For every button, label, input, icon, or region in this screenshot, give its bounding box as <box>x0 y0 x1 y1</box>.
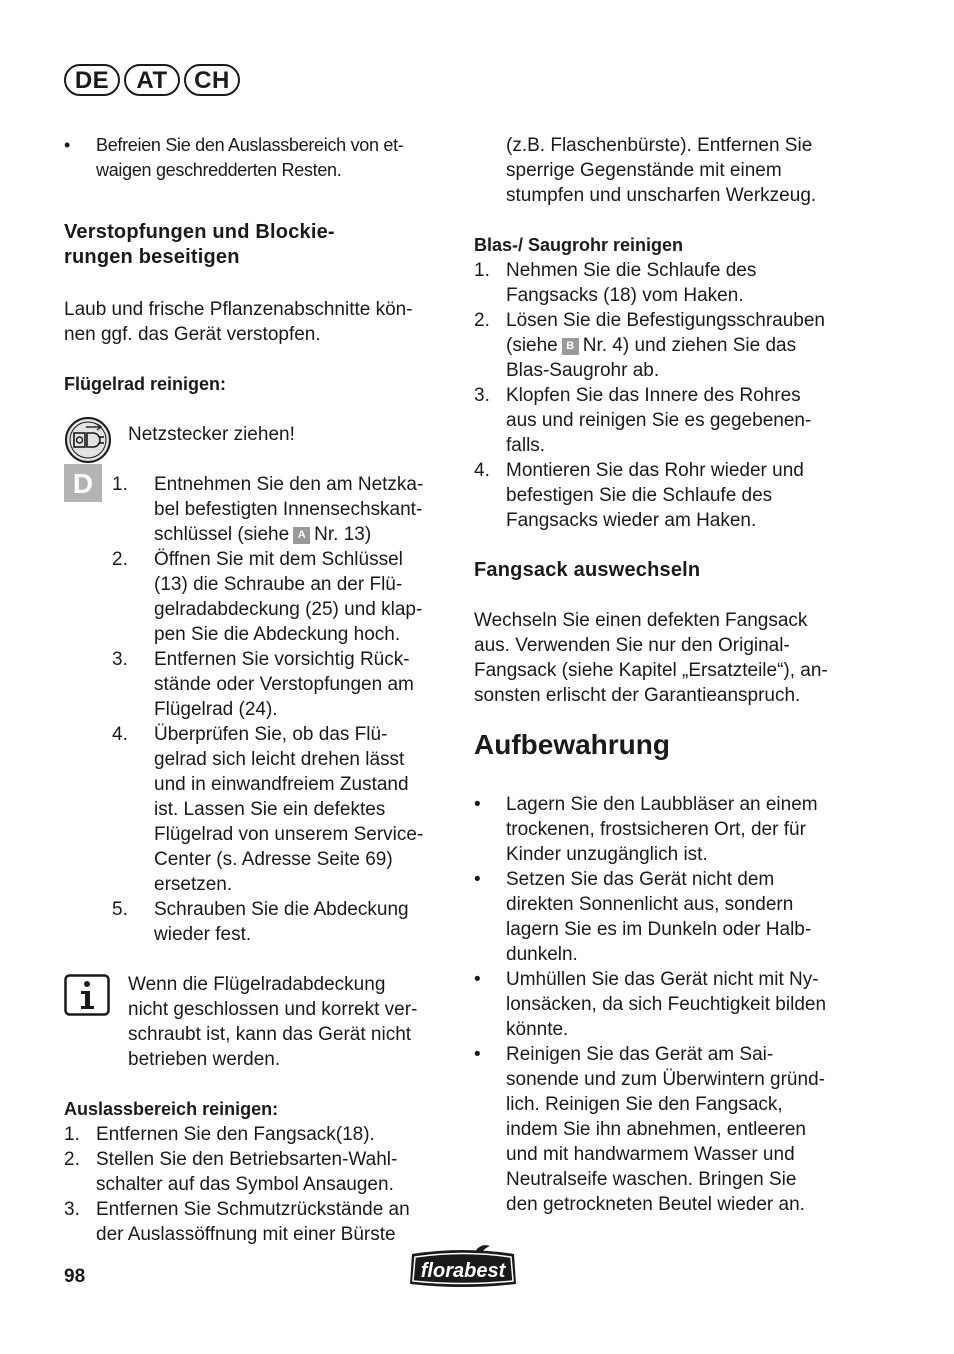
bag-text-line: Fangsack (siehe Kapitel „Ersatzteile“), an- <box>474 660 828 681</box>
list-line: aus und reinigen Sie es gegebenen- <box>506 410 812 431</box>
continued-line: (z.B. Flaschenbürste). Entfernen Sie <box>506 135 813 156</box>
figure-a-badge: A <box>293 527 310 544</box>
list-item <box>474 258 864 308</box>
fig-post: Nr. 13) <box>314 524 372 545</box>
info-note-line: nicht geschlossen und korrekt ver- <box>128 999 418 1020</box>
list-line-figure <box>506 333 864 358</box>
bag-text <box>474 608 864 708</box>
list-line: sonende und zum Überwintern gründ- <box>506 1069 825 1090</box>
list-line: indem Sie ihn abnehmen, entleeren <box>506 1119 806 1140</box>
heading-clogs <box>64 220 454 270</box>
plug-warning-text: Netzstecker ziehen! <box>128 424 295 445</box>
list-item <box>112 647 454 722</box>
fig-pre: (siehe <box>506 335 558 356</box>
list-number: 3. <box>64 1199 80 1220</box>
info-icon <box>64 974 110 1023</box>
bag-text-line: Wechseln Sie einen defekten Fangsack <box>474 610 808 631</box>
list-line: Flügelrad (24). <box>154 699 278 720</box>
list-line: Reinigen Sie das Gerät am Sai- <box>506 1044 774 1065</box>
list-item <box>474 867 864 967</box>
list-line: trockenen, frostsicheren Ort, der für <box>506 819 806 840</box>
list-line: ist. Lassen Sie ein defektes <box>154 799 386 820</box>
list-line-figure <box>154 522 454 547</box>
list-line: Nehmen Sie die Schlaufe des <box>506 260 757 281</box>
badge-at: AT <box>124 64 180 96</box>
list-line: der Auslassöffnung mit einer Bürste <box>96 1224 396 1245</box>
continued-line: sperrige Gegenstände mit einem <box>506 160 782 181</box>
list-item <box>474 792 864 867</box>
list-number: 3. <box>112 649 128 670</box>
list-line: und mit handwarmem Wasser und <box>506 1144 795 1165</box>
clog-text-line-1: Laub und frische Pflanzenabschnitte kön- <box>64 299 413 320</box>
list-number: 1. <box>112 474 128 495</box>
heading-tube: Blas-/ Saugrohr reinigen <box>474 235 684 255</box>
info-note <box>64 972 454 1072</box>
list-number: 1. <box>64 1124 80 1145</box>
list-line: Öffnen Sie mit dem Schlüssel <box>154 549 403 570</box>
badge-de: DE <box>64 64 120 96</box>
list-line: Entfernen Sie Schmutzrückstände an <box>96 1199 410 1220</box>
clog-text <box>64 297 454 347</box>
heading-clogs-line-2: rungen beseitigen <box>64 246 240 268</box>
list-line: Setzen Sie das Gerät nicht dem <box>506 869 775 890</box>
list-line: Entnehmen Sie den am Netzka- <box>154 474 424 495</box>
tube-steps <box>474 258 864 533</box>
list-line: Neutralseife waschen. Bringen Sie <box>506 1169 797 1190</box>
list-line: Kinder unzugänglich ist. <box>506 844 708 865</box>
list-item <box>64 1147 454 1197</box>
list-item <box>474 1042 864 1217</box>
list-line: Fangsacks (18) vom Haken. <box>506 285 744 306</box>
list-line: Entfernen Sie vorsichtig Rück- <box>154 649 410 670</box>
unplug-icon <box>64 416 112 471</box>
figure-b-badge: B <box>562 338 579 355</box>
list-item <box>474 967 864 1042</box>
fig-post: Nr. 4) und ziehen Sie das <box>582 335 797 356</box>
list-line: ersetzen. <box>154 874 233 895</box>
list-line: Stellen Sie den Betriebsarten-Wahl- <box>96 1149 398 1170</box>
list-item <box>474 458 864 533</box>
logo-text: florabest <box>420 1260 506 1282</box>
list-line: Entfernen Sie den Fangsack(18). <box>96 1124 375 1145</box>
heading-bag: Fangsack auswechseln <box>474 559 701 581</box>
list-number: 4. <box>474 460 490 481</box>
list-line: Schrauben Sie die Abdeckung <box>154 899 409 920</box>
info-note-line: schraubt ist, kann das Gerät nicht <box>128 1024 412 1045</box>
bullet-marker: • <box>474 1044 481 1065</box>
list-number: 3. <box>474 385 490 406</box>
bag-text-line: sonsten erlischt der Garantieanspruch. <box>474 685 801 706</box>
list-number: 2. <box>474 310 490 331</box>
list-line: falls. <box>506 435 546 456</box>
info-note-line: Wenn die Flügelradabdeckung <box>128 974 386 995</box>
list-line: lagern Sie es im Dunkeln oder Halb- <box>506 919 812 940</box>
list-item <box>64 1197 454 1247</box>
list-line: den getrockneten Beutel wieder an. <box>506 1194 805 1215</box>
list-item <box>112 897 454 947</box>
heading-outlet: Auslassbereich reinigen: <box>64 1099 279 1119</box>
info-note-line: betrieben werden. <box>128 1049 281 1070</box>
list-line: wieder fest. <box>154 924 252 945</box>
heading-impeller: Flügelrad reinigen: <box>64 374 227 394</box>
list-line: befestigen Sie die Schlaufe des <box>506 485 773 506</box>
list-line: gelrad sich leicht drehen lässt <box>154 749 405 770</box>
badge-ch: CH <box>184 64 240 96</box>
list-line: gelradabdeckung (25) und klap- <box>154 599 423 620</box>
impeller-steps <box>64 472 454 947</box>
list-line: lonsäcken, da sich Feuchtigkeit bilden <box>506 994 827 1015</box>
intro-bullet-line-2: waigen geschredderten Resten. <box>96 160 342 180</box>
list-item <box>112 472 454 547</box>
list-item <box>112 722 454 897</box>
outlet-steps <box>64 1122 454 1247</box>
list-number: 1. <box>474 260 490 281</box>
list-item <box>474 383 864 458</box>
bullet-marker: • <box>474 969 481 990</box>
fig-pre: schlüssel (siehe <box>154 524 290 545</box>
clog-text-line-2: nen ggf. das Gerät verstopfen. <box>64 324 321 345</box>
list-line: stände oder Verstopfungen am <box>154 674 414 695</box>
list-line: Montieren Sie das Rohr wieder und <box>506 460 804 481</box>
list-line: pen Sie die Abdeckung hoch. <box>154 624 401 645</box>
list-line: und in einwandfreiem Zustand <box>154 774 409 795</box>
intro-bullet-line-1: Befreien Sie den Auslassbereich von et- <box>96 135 404 155</box>
list-line: Center (s. Adresse Seite 69) <box>154 849 393 870</box>
heading-storage: Aufbewahrung <box>474 729 670 760</box>
list-number: 2. <box>112 549 128 570</box>
list-line: Überprüfen Sie, ob das Flü- <box>154 724 388 745</box>
page-number: 98 <box>64 1266 86 1287</box>
list-line: bel befestigten Innensechskant- <box>154 499 423 520</box>
list-line: Lösen Sie die Befestigungsschrauben <box>506 310 826 331</box>
list-number: 4. <box>112 724 128 745</box>
list-line: direkten Sonnenlicht aus, sondern <box>506 894 794 915</box>
plug-warning <box>64 422 454 447</box>
list-line: Fangsacks wieder am Haken. <box>506 510 757 531</box>
florabest-logo <box>406 1244 520 1297</box>
section-tab-d: D <box>64 464 102 502</box>
bag-text-line: aus. Verwenden Sie nur den Original- <box>474 635 790 656</box>
left-column <box>64 133 454 1247</box>
list-number: 2. <box>64 1149 80 1170</box>
right-column <box>474 133 864 1217</box>
heading-clogs-line-1: Verstopfungen und Blockie- <box>64 221 335 243</box>
list-line: Klopfen Sie das Innere des Rohres <box>506 385 801 406</box>
continued-line: stumpfen und unscharfen Werkzeug. <box>506 185 817 206</box>
list-line: schalter auf das Symbol Ansaugen. <box>96 1174 394 1195</box>
list-item <box>64 1122 454 1147</box>
country-badges <box>64 64 240 96</box>
list-line: (13) die Schraube an der Flü- <box>154 574 403 595</box>
list-item <box>112 547 454 647</box>
list-line: Umhüllen Sie das Gerät nicht mit Ny- <box>506 969 819 990</box>
list-line: lich. Reinigen Sie den Fangsack, <box>506 1094 783 1115</box>
list-line: dunkeln. <box>506 944 578 965</box>
intro-bullet <box>64 133 454 183</box>
continued-text <box>474 133 864 208</box>
list-number: 5. <box>112 899 128 920</box>
list-line: könnte. <box>506 1019 569 1040</box>
storage-bullets <box>474 792 864 1217</box>
list-line: Blas-Saugrohr ab. <box>506 360 660 381</box>
bullet-marker: • <box>64 135 71 155</box>
bullet-marker: • <box>474 794 481 815</box>
list-line: Flügelrad von unserem Service- <box>154 824 424 845</box>
list-item <box>474 308 864 383</box>
list-line: Lagern Sie den Laubbläser an einem <box>506 794 818 815</box>
bullet-marker: • <box>474 869 481 890</box>
